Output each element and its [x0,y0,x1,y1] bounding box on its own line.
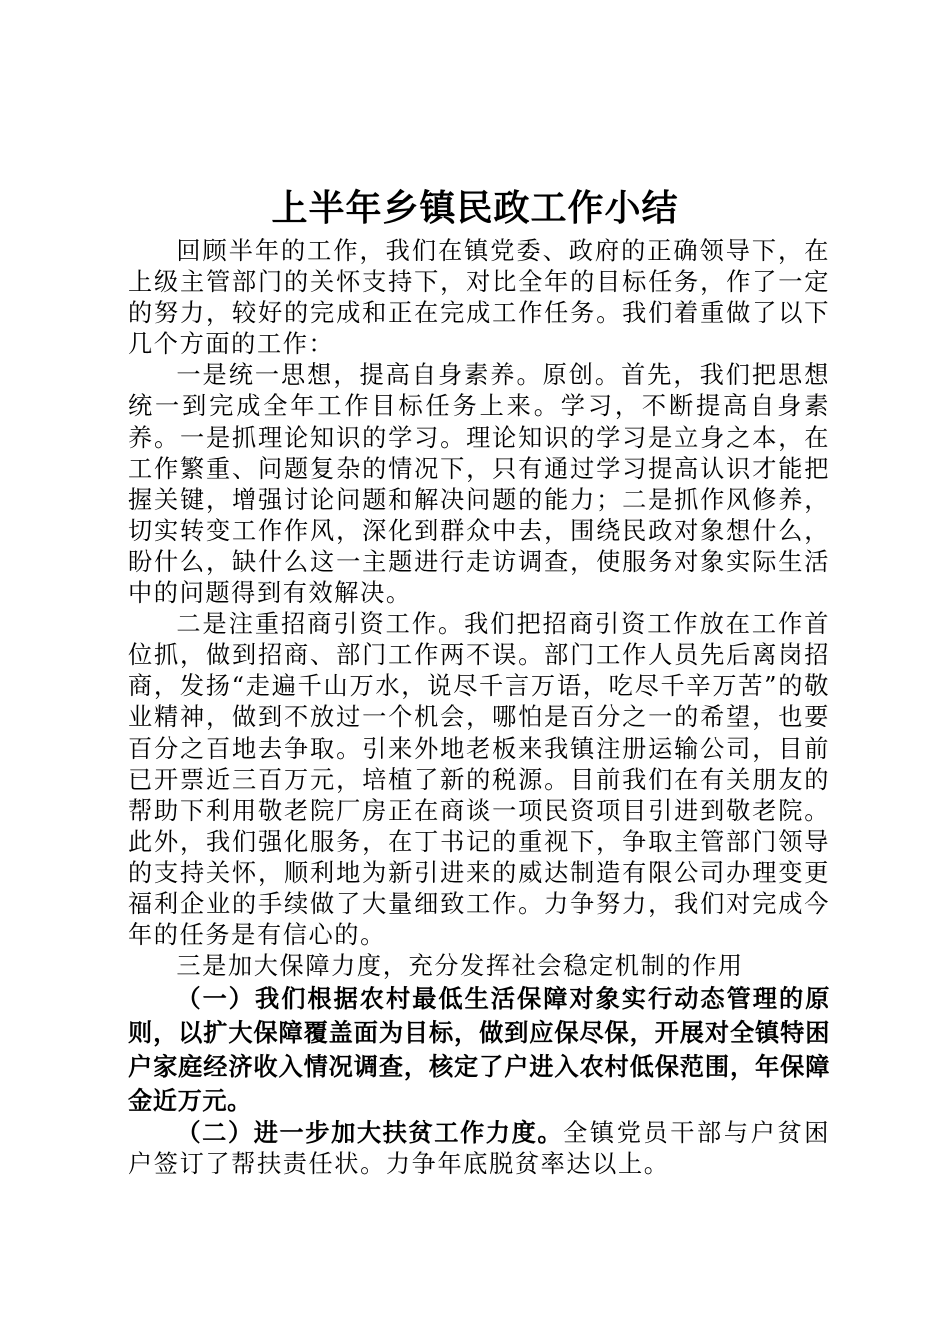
document-title: 上半年乡镇民政工作小结 [271,188,679,229]
paragraph-5-rest: 全镇党员干部与户贫困户签订了帮扶责任状。力争年底脱贫率达以上。 [128,1119,830,1179]
paragraph-1: 一是统一思想，提高自身素养。原创。首先，我们把思想统一到完成全年工作目标任务上来。学习，不断提高自身素养。一是抓理论知识的学习。理论知识的学习是立身之本，在工作繁重、问题复杂的情况下，只有通过学习提高认识才能把握关键，增强讨论问题和解决问题的能力；二是抓作风修养，切实转变工作作风，深化到群众中去，围绕民政对象想什么，盼什么，缺什么这一主题进行走访调查，使服务对象实际生活中的问题得到有效解决。 [128,361,830,608]
paragraph-5-lead: （二）进一步加大扶贫工作力度。 [176,1119,564,1148]
paragraph-3: 三是加大保障力度，充分发挥社会稳定机制的作用 [176,952,744,981]
paragraph-intro: 回顾半年的工作，我们在镇党委、政府的正确领导下，在上级主管部门的关怀支持下，对比全年的目标任务，作了一定的努力，较好的完成和正在完成工作任务。我们着重做了以下几个方面的工作： [128,237,830,359]
paragraph-5 [128,1118,830,1180]
document-body [128,236,830,1180]
paragraph-4: （一）我们根据农村最低生活保障对象实行动态管理的原则，以扩大保障覆盖面为目标，做到应保尽保，开展对全镇特困户家庭经济收入情况调查，核定了户进入农村低保范围，年保障金近万元。 [128,985,830,1116]
paragraph-2: 二是注重招商引资工作。我们把招商引资工作放在工作首位抓，做到招商、部门工作两不误。部门工作人员先后离岗招商，发扬“走遍千山万水，说尽千言万语，吃尽千辛万苦”的敬业精神，做到不放过一个机会，哪怕是百分之一的希望，也要百分之百地去争取。引来外地老板来我镇注册运输公司，目前已开票近三百万元，培植了新的税源。目前我们在有关朋友的帮助下利用敬老院厂房正在商谈一项民资项目引进到敬老院。此外，我们强化服务，在丁书记的重视下，争取主管部门领导的支持关怀，顺利地为新引进来的威达制造有限公司办理变更福利企业的手续做了大量细致工作。力争努力，我们对完成今年的任务是有信心的。 [128,610,830,950]
